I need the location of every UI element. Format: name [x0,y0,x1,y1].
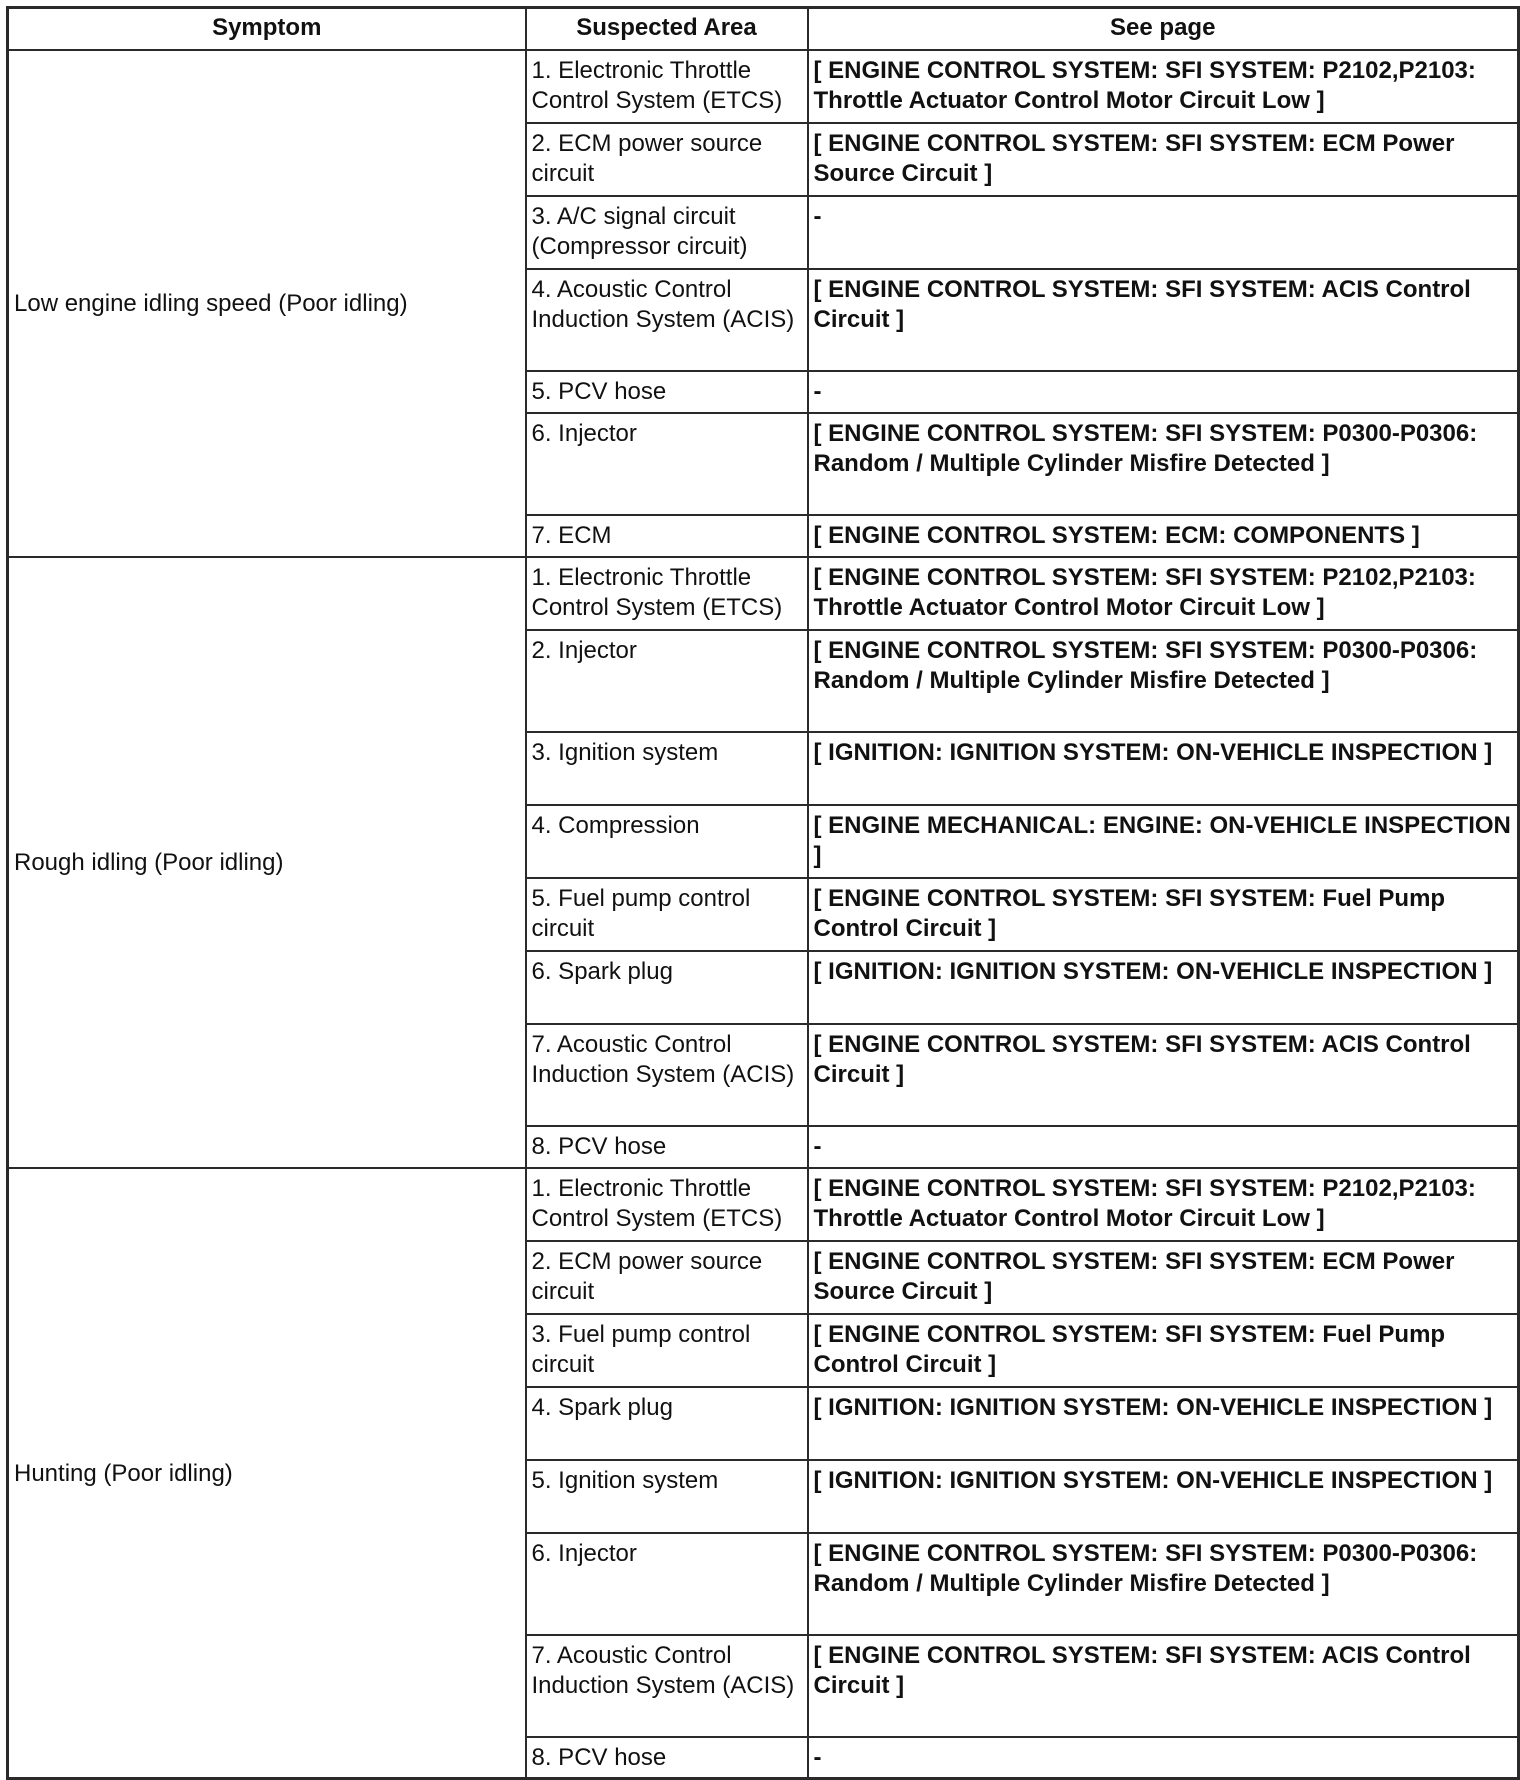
suspected-area-cell: 8. PCV hose [526,1126,808,1168]
suspected-area-cell: 1. Electronic Throttle Control System (ETCS) [526,557,808,630]
see-page-link[interactable]: [ ENGINE CONTROL SYSTEM: SFI SYSTEM: ACIS Control Circuit ] [808,269,1519,371]
see-page-link[interactable]: [ ENGINE CONTROL SYSTEM: SFI SYSTEM: Fuel Pump Control Circuit ] [808,1314,1519,1387]
table-row [8,1168,1519,1241]
see-page-link[interactable]: [ ENGINE CONTROL SYSTEM: SFI SYSTEM: ACIS Control Circuit ] [808,1024,1519,1126]
suspected-area-cell: 4. Spark plug [526,1387,808,1460]
symptom-table [6,6,1520,1780]
see-page-link[interactable]: [ IGNITION: IGNITION SYSTEM: ON-VEHICLE INSPECTION ] [808,732,1519,805]
symptom-cell: Hunting (Poor idling) [8,1168,526,1779]
suspected-area-cell: 3. Fuel pump control circuit [526,1314,808,1387]
troubleshooting-sheet [6,6,1520,1780]
suspected-area-cell: 6. Spark plug [526,951,808,1024]
suspected-area-cell: 4. Compression [526,805,808,878]
suspected-area-cell: 3. A/C signal circuit (Compressor circuit) [526,196,808,269]
header-suspected-area: Suspected Area [526,8,808,50]
see-page-link[interactable]: [ IGNITION: IGNITION SYSTEM: ON-VEHICLE INSPECTION ] [808,1460,1519,1533]
see-page-link[interactable]: [ ENGINE CONTROL SYSTEM: SFI SYSTEM: P0300-P0306: Random / Multiple Cylinder Misfire Detected ] [808,1533,1519,1635]
suspected-area-cell: 4. Acoustic Control Induction System (ACIS) [526,269,808,371]
suspected-area-cell: 1. Electronic Throttle Control System (ETCS) [526,50,808,123]
see-page-text: - [808,196,1519,269]
see-page-link[interactable]: [ ENGINE CONTROL SYSTEM: SFI SYSTEM: P0300-P0306: Random / Multiple Cylinder Misfire Detected ] [808,413,1519,515]
suspected-area-cell: 5. Fuel pump control circuit [526,878,808,951]
suspected-area-cell: 2. ECM power source circuit [526,123,808,196]
see-page-link[interactable]: [ IGNITION: IGNITION SYSTEM: ON-VEHICLE INSPECTION ] [808,1387,1519,1460]
symptom-cell: Rough idling (Poor idling) [8,557,526,1168]
table-body [8,50,1519,1779]
suspected-area-cell: 2. ECM power source circuit [526,1241,808,1314]
suspected-area-cell: 8. PCV hose [526,1737,808,1779]
see-page-link[interactable]: [ ENGINE MECHANICAL: ENGINE: ON-VEHICLE INSPECTION ] [808,805,1519,878]
suspected-area-cell: 6. Injector [526,1533,808,1635]
see-page-text: - [808,1126,1519,1168]
table-row [8,557,1519,630]
suspected-area-cell: 7. ECM [526,515,808,557]
see-page-link[interactable]: [ ENGINE CONTROL SYSTEM: SFI SYSTEM: ECM Power Source Circuit ] [808,123,1519,196]
see-page-link[interactable]: [ IGNITION: IGNITION SYSTEM: ON-VEHICLE INSPECTION ] [808,951,1519,1024]
suspected-area-cell: 5. PCV hose [526,371,808,413]
table-row [8,50,1519,123]
header-see-page: See page [808,8,1519,50]
suspected-area-cell: 5. Ignition system [526,1460,808,1533]
see-page-text: - [808,1737,1519,1779]
suspected-area-cell: 7. Acoustic Control Induction System (ACIS) [526,1024,808,1126]
see-page-link[interactable]: [ ENGINE CONTROL SYSTEM: SFI SYSTEM: ACIS Control Circuit ] [808,1635,1519,1737]
see-page-link[interactable]: [ ENGINE CONTROL SYSTEM: SFI SYSTEM: P0300-P0306: Random / Multiple Cylinder Misfire Detected ] [808,630,1519,732]
see-page-link[interactable]: [ ENGINE CONTROL SYSTEM: SFI SYSTEM: P2102,P2103: Throttle Actuator Control Motor Circuit Low ] [808,557,1519,630]
see-page-link[interactable]: [ ENGINE CONTROL SYSTEM: SFI SYSTEM: P2102,P2103: Throttle Actuator Control Motor Circuit Low ] [808,50,1519,123]
see-page-link[interactable]: [ ENGINE CONTROL SYSTEM: SFI SYSTEM: Fuel Pump Control Circuit ] [808,878,1519,951]
header-row [8,8,1519,50]
see-page-link[interactable]: [ ENGINE CONTROL SYSTEM: SFI SYSTEM: P2102,P2103: Throttle Actuator Control Motor Circuit Low ] [808,1168,1519,1241]
suspected-area-cell: 6. Injector [526,413,808,515]
suspected-area-cell: 7. Acoustic Control Induction System (ACIS) [526,1635,808,1737]
symptom-cell: Low engine idling speed (Poor idling) [8,50,526,557]
see-page-link[interactable]: [ ENGINE CONTROL SYSTEM: SFI SYSTEM: ECM Power Source Circuit ] [808,1241,1519,1314]
suspected-area-cell: 2. Injector [526,630,808,732]
suspected-area-cell: 1. Electronic Throttle Control System (ETCS) [526,1168,808,1241]
suspected-area-cell: 3. Ignition system [526,732,808,805]
header-symptom: Symptom [8,8,526,50]
see-page-text: - [808,371,1519,413]
see-page-link[interactable]: [ ENGINE CONTROL SYSTEM: ECM: COMPONENTS ] [808,515,1519,557]
